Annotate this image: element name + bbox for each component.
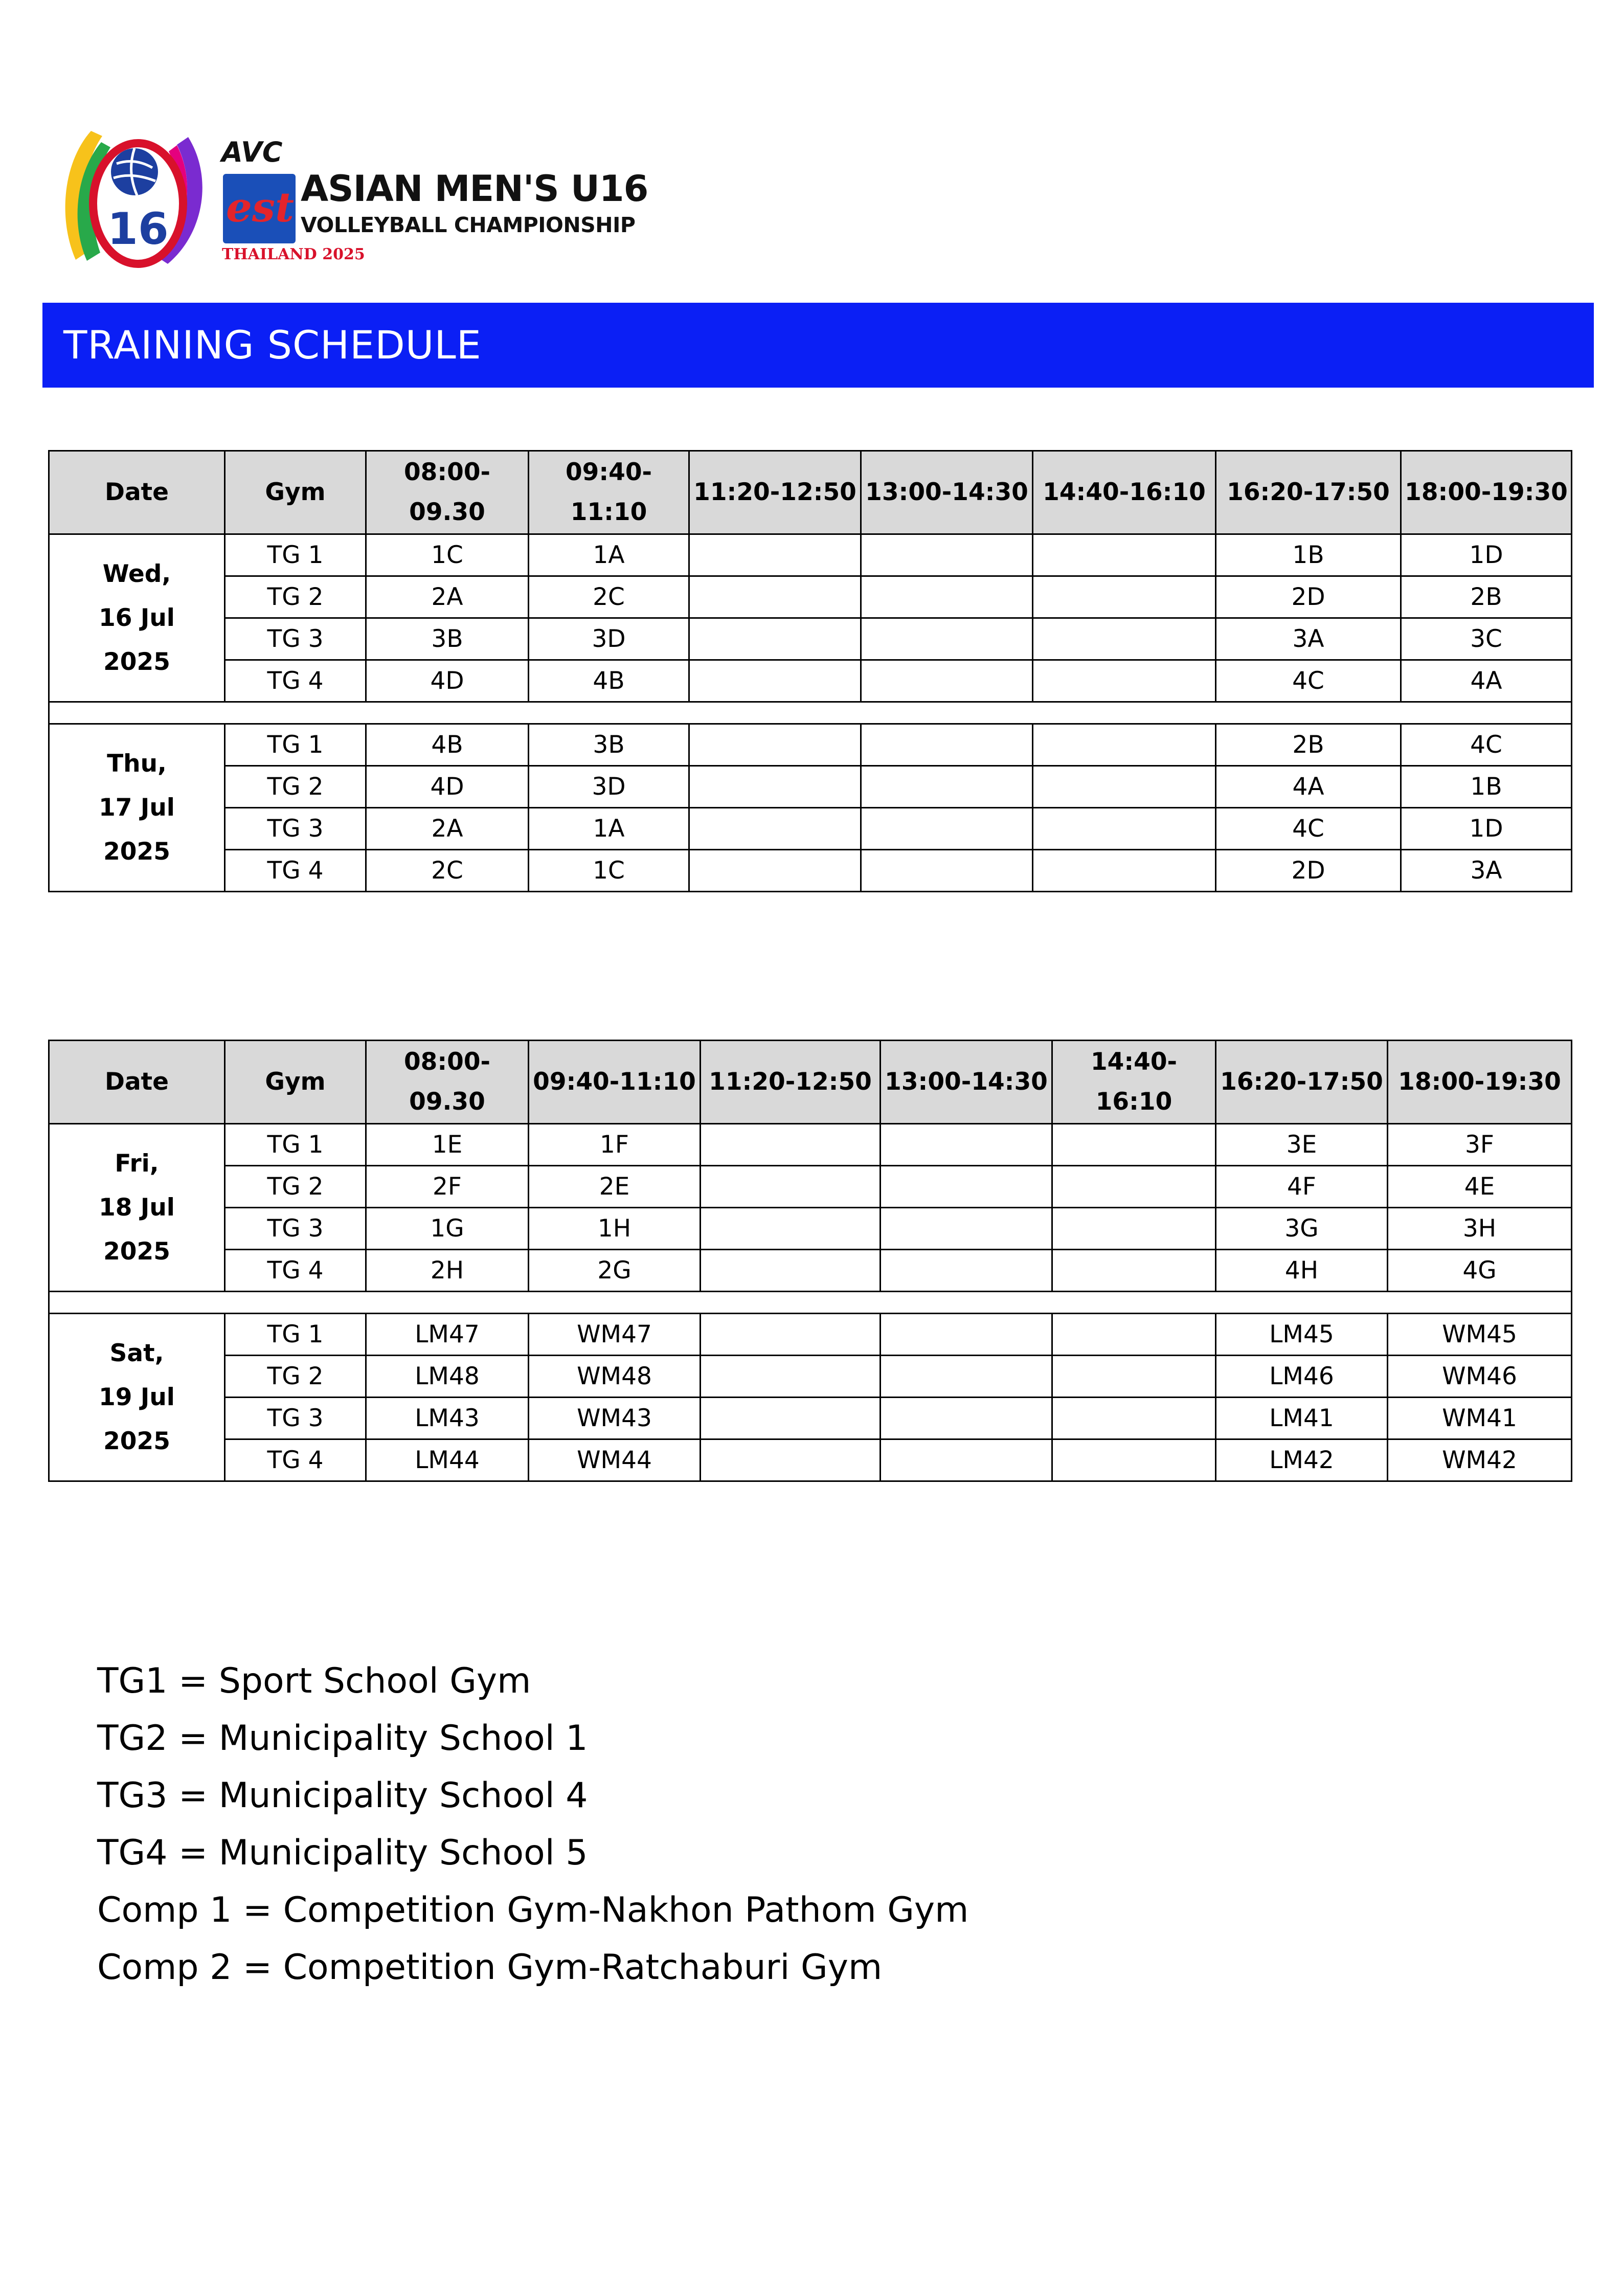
time-slot-header: 18:00-19:30 <box>1401 451 1572 534</box>
team-cell <box>881 1439 1052 1481</box>
time-slot-header: 18:00-19:30 <box>1388 1041 1572 1124</box>
team-cell: 4A <box>1401 660 1572 702</box>
time-slot-header: 14:40-16:10 <box>1052 1041 1216 1124</box>
header-row <box>49 1041 1572 1124</box>
date-line: 17 Jul <box>99 793 175 822</box>
team-cell <box>861 808 1033 850</box>
team-cell: 4H <box>1216 1250 1388 1292</box>
sponsor-text: est <box>226 183 294 231</box>
team-cell: 1D <box>1401 534 1572 576</box>
team-cell: 3D <box>529 618 689 660</box>
schedule-table-week1 <box>48 450 1572 892</box>
time-slot-header: 11:20-12:50 <box>701 1041 881 1124</box>
table-row <box>49 1124 1572 1166</box>
date-line: 16 Jul <box>99 603 175 632</box>
team-cell <box>881 1356 1052 1398</box>
team-cell <box>1052 1208 1216 1250</box>
team-cell <box>1033 618 1216 660</box>
team-cell <box>1033 850 1216 892</box>
team-cell <box>701 1439 881 1481</box>
team-cell: 3D <box>529 766 689 808</box>
event-title: ASIAN MEN'S U16 <box>301 168 648 210</box>
sponsor-logo <box>223 174 296 243</box>
team-cell: LM45 <box>1216 1314 1388 1356</box>
team-cell: 2B <box>1401 576 1572 618</box>
date-line: 2025 <box>103 1237 170 1266</box>
table-row <box>49 1166 1572 1208</box>
date-line: 2025 <box>103 1427 170 1455</box>
team-cell <box>701 1314 881 1356</box>
team-cell <box>861 618 1033 660</box>
team-cell: 4C <box>1216 808 1401 850</box>
event-location: THAILAND 2025 <box>222 245 365 263</box>
table-row <box>49 618 1572 660</box>
gym-cell: TG 1 <box>225 724 366 766</box>
table-row <box>49 724 1572 766</box>
legend-item: TG1 = Sport School Gym <box>97 1661 531 1701</box>
team-cell <box>1033 808 1216 850</box>
team-cell: 2E <box>529 1166 701 1208</box>
team-cell: 1C <box>366 534 529 576</box>
date-column-header: Date <box>49 1041 225 1124</box>
date-line: 19 Jul <box>99 1383 175 1411</box>
team-cell <box>701 1250 881 1292</box>
table-row <box>49 1356 1572 1398</box>
team-cell: LM44 <box>366 1439 529 1481</box>
gym-cell: TG 4 <box>225 660 366 702</box>
gym-cell: TG 3 <box>225 1208 366 1250</box>
avc-text: AVC <box>221 136 283 168</box>
date-cell <box>49 534 225 702</box>
team-cell: LM48 <box>366 1356 529 1398</box>
team-cell <box>881 1250 1052 1292</box>
gym-cell: TG 4 <box>225 1439 366 1481</box>
team-cell <box>689 534 861 576</box>
gym-cell: TG 1 <box>225 1124 366 1166</box>
date-cell <box>49 1314 225 1481</box>
team-cell: 1D <box>1401 808 1572 850</box>
table-row <box>49 808 1572 850</box>
team-cell: LM46 <box>1216 1356 1388 1398</box>
team-cell: 3B <box>366 618 529 660</box>
team-cell: 2A <box>366 576 529 618</box>
gym-cell: TG 2 <box>225 1166 366 1208</box>
team-cell <box>689 766 861 808</box>
emblem-number: 16 <box>107 204 169 255</box>
team-cell <box>881 1166 1052 1208</box>
team-cell <box>1033 534 1216 576</box>
table-row <box>49 1314 1572 1356</box>
team-cell: 4B <box>366 724 529 766</box>
team-cell <box>689 660 861 702</box>
team-cell: 1E <box>366 1124 529 1166</box>
date-cell <box>49 724 225 892</box>
team-cell: LM43 <box>366 1398 529 1439</box>
team-cell <box>1033 766 1216 808</box>
table-row <box>49 576 1572 618</box>
header-row <box>49 451 1572 534</box>
team-cell <box>881 1208 1052 1250</box>
team-cell <box>861 660 1033 702</box>
time-slot-header: 16:20-17:50 <box>1216 451 1401 534</box>
team-cell: 1F <box>529 1124 701 1166</box>
gym-legend <box>97 1653 968 1996</box>
team-cell: 4D <box>366 660 529 702</box>
team-cell: WM47 <box>529 1314 701 1356</box>
team-cell: 2C <box>366 850 529 892</box>
legend-item: TG2 = Municipality School 1 <box>97 1718 588 1759</box>
team-cell: WM46 <box>1388 1356 1572 1398</box>
table-row <box>49 660 1572 702</box>
time-slot-header: 13:00-14:30 <box>881 1041 1052 1124</box>
gym-column-header: Gym <box>225 1041 366 1124</box>
time-slot-header: 08:00-09.30 <box>366 1041 529 1124</box>
table-row <box>49 1208 1572 1250</box>
team-cell: WM44 <box>529 1439 701 1481</box>
legend-item: Comp 1 = Competition Gym-Nakhon Pathom Gym <box>97 1890 969 1930</box>
date-cell <box>49 1124 225 1292</box>
team-cell: 1A <box>529 808 689 850</box>
team-cell: 1A <box>529 534 689 576</box>
team-cell: 3A <box>1216 618 1401 660</box>
team-cell <box>861 576 1033 618</box>
team-cell: 2C <box>529 576 689 618</box>
team-cell <box>689 850 861 892</box>
table-row <box>49 766 1572 808</box>
title-banner <box>42 303 1594 388</box>
team-cell <box>701 1124 881 1166</box>
team-cell: 4B <box>529 660 689 702</box>
team-cell: 3A <box>1401 850 1572 892</box>
spacer-row <box>49 1292 1572 1314</box>
team-cell <box>689 618 861 660</box>
team-cell: 3C <box>1401 618 1572 660</box>
legend-item: TG4 = Municipality School 5 <box>97 1833 588 1873</box>
date-line: Sat, <box>109 1339 164 1367</box>
team-cell <box>881 1314 1052 1356</box>
championship-logo <box>60 127 653 270</box>
team-cell: LM42 <box>1216 1439 1388 1481</box>
team-cell <box>701 1398 881 1439</box>
team-cell: 3B <box>529 724 689 766</box>
time-slot-header: 08:00-09.30 <box>366 451 529 534</box>
date-line: Thu, <box>107 749 167 778</box>
team-cell: LM41 <box>1216 1398 1388 1439</box>
team-cell: 1B <box>1216 534 1401 576</box>
date-column-header: Date <box>49 451 225 534</box>
u16-emblem-icon <box>60 127 209 270</box>
team-cell: 1G <box>366 1208 529 1250</box>
team-cell <box>689 808 861 850</box>
team-cell: WM43 <box>529 1398 701 1439</box>
date-line: 2025 <box>103 837 170 866</box>
team-cell <box>861 534 1033 576</box>
gym-cell: TG 1 <box>225 534 366 576</box>
team-cell <box>689 576 861 618</box>
team-cell: 2H <box>366 1250 529 1292</box>
team-cell <box>881 1124 1052 1166</box>
event-subtitle: VOLLEYBALL CHAMPIONSHIP <box>301 213 636 237</box>
spacer-cell <box>49 1292 1572 1314</box>
team-cell <box>1052 1124 1216 1166</box>
team-cell <box>1052 1356 1216 1398</box>
team-cell: 1B <box>1401 766 1572 808</box>
team-cell: LM47 <box>366 1314 529 1356</box>
gym-cell: TG 2 <box>225 1356 366 1398</box>
team-cell: 3F <box>1388 1124 1572 1166</box>
team-cell: 1C <box>529 850 689 892</box>
date-line: Wed, <box>102 559 171 588</box>
page-title: TRAINING SCHEDULE <box>63 322 482 368</box>
team-cell: 3E <box>1216 1124 1388 1166</box>
team-cell <box>1033 724 1216 766</box>
date-line: 18 Jul <box>99 1193 175 1222</box>
team-cell: 2G <box>529 1250 701 1292</box>
gym-cell: TG 3 <box>225 1398 366 1439</box>
date-line: 2025 <box>103 647 170 676</box>
team-cell: 2D <box>1216 576 1401 618</box>
table-row <box>49 850 1572 892</box>
time-slot-header: 16:20-17:50 <box>1216 1041 1388 1124</box>
date-line: Fri, <box>115 1149 159 1178</box>
time-slot-header: 09:40-11:10 <box>529 1041 701 1124</box>
time-slot-header: 09:40-11:10 <box>529 451 689 534</box>
table-row <box>49 534 1572 576</box>
gym-cell: TG 3 <box>225 808 366 850</box>
gym-cell: TG 2 <box>225 766 366 808</box>
gym-cell: TG 2 <box>225 576 366 618</box>
team-cell <box>1052 1250 1216 1292</box>
team-cell: 4E <box>1388 1166 1572 1208</box>
team-cell: 3G <box>1216 1208 1388 1250</box>
team-cell <box>1052 1439 1216 1481</box>
table-row <box>49 1398 1572 1439</box>
team-cell: 2F <box>366 1166 529 1208</box>
time-slot-header: 11:20-12:50 <box>689 451 861 534</box>
gym-cell: TG 4 <box>225 850 366 892</box>
table-row <box>49 1439 1572 1481</box>
team-cell <box>861 724 1033 766</box>
team-cell: 4C <box>1216 660 1401 702</box>
team-cell: 4D <box>366 766 529 808</box>
table-row <box>49 1250 1572 1292</box>
team-cell: WM48 <box>529 1356 701 1398</box>
team-cell: 2A <box>366 808 529 850</box>
team-cell: WM42 <box>1388 1439 1572 1481</box>
gym-cell: TG 3 <box>225 618 366 660</box>
legend-item: TG3 = Municipality School 4 <box>97 1775 588 1816</box>
team-cell <box>701 1356 881 1398</box>
legend-item: Comp 2 = Competition Gym-Ratchaburi Gym <box>97 1947 883 1988</box>
spacer-cell <box>49 702 1572 724</box>
team-cell <box>1033 660 1216 702</box>
gym-cell: TG 1 <box>225 1314 366 1356</box>
team-cell: 4C <box>1401 724 1572 766</box>
time-slot-header: 14:40-16:10 <box>1033 451 1216 534</box>
time-slot-header: 13:00-14:30 <box>861 451 1033 534</box>
team-cell: 4G <box>1388 1250 1572 1292</box>
team-cell <box>701 1208 881 1250</box>
team-cell <box>881 1398 1052 1439</box>
team-cell <box>1033 576 1216 618</box>
team-cell: 2D <box>1216 850 1401 892</box>
team-cell: 2B <box>1216 724 1401 766</box>
team-cell <box>861 850 1033 892</box>
schedule-table-week2 <box>48 1040 1572 1482</box>
gym-column-header: Gym <box>225 451 366 534</box>
team-cell: WM41 <box>1388 1398 1572 1439</box>
team-cell <box>701 1166 881 1208</box>
avc-logo <box>221 136 293 172</box>
gym-cell: TG 4 <box>225 1250 366 1292</box>
team-cell <box>1052 1314 1216 1356</box>
team-cell <box>861 766 1033 808</box>
team-cell: 4F <box>1216 1166 1388 1208</box>
team-cell: WM45 <box>1388 1314 1572 1356</box>
team-cell: 4A <box>1216 766 1401 808</box>
team-cell <box>1052 1398 1216 1439</box>
spacer-row <box>49 702 1572 724</box>
team-cell: 3H <box>1388 1208 1572 1250</box>
team-cell <box>1052 1166 1216 1208</box>
team-cell <box>689 724 861 766</box>
team-cell: 1H <box>529 1208 701 1250</box>
